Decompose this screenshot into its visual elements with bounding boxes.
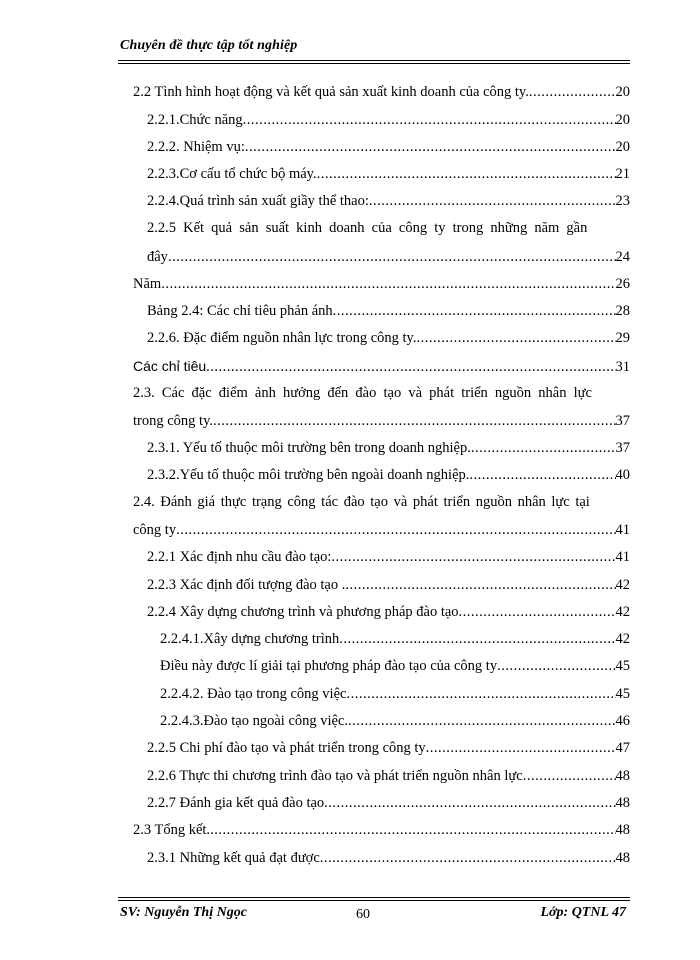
toc-entry-page: 31 [615,359,630,375]
toc-leader [426,740,616,757]
toc-leader [471,440,616,457]
toc-entry-text: Bảng 2.4: Các chỉ tiêu phản ánh [147,303,333,319]
toc-entry[interactable] [133,494,630,511]
toc-entry[interactable] [133,385,630,402]
header-rule [118,60,630,61]
toc-entry[interactable] [133,276,630,293]
footer-page-number: 60 [356,907,370,922]
toc-entry[interactable] [147,604,630,621]
toc-leader [331,549,615,566]
toc-leader [317,166,616,183]
toc-leader [210,822,615,839]
toc-entry-text: 2.2.1.Chức năng [147,112,243,128]
toc-entry[interactable] [147,330,630,347]
toc-entry[interactable] [133,822,630,839]
toc-entry[interactable] [133,84,630,101]
toc-entry-text: 2.2.4 Xây dựng chương trình và phương pháp đào tạo [147,604,459,620]
toc-leader [497,658,615,675]
toc-entry[interactable] [147,249,630,266]
toc-entry-page: 28 [615,303,630,319]
footer-class: Lớp: QTNL 47 [540,905,626,920]
toc-entry-page: 37 [615,440,630,456]
toc-entry-text: 2.2.4.1.Xây dựng chương trình [160,631,340,647]
toc-entry-page: 20 [615,112,630,128]
toc-leader [459,604,616,621]
footer-rule [118,897,630,898]
toc-leader [346,686,615,703]
toc-leader [324,795,615,812]
toc-entry-text: 2.2.4.Quá trình sản xuất giầy thể thao: [147,193,369,209]
footer-rule-thin [118,900,630,901]
toc-entry[interactable] [160,658,630,675]
toc-leader [416,330,615,347]
toc-entry-page: 26 [615,276,630,292]
toc-entry[interactable] [147,112,630,129]
toc-entry[interactable] [133,522,630,539]
toc-leader [348,713,615,730]
toc-entry[interactable] [160,686,630,703]
toc-entry-text: 2.2.7 Đánh gia kết quả đào tạo [147,795,325,811]
page-header-title: Chuyên đề thực tập tốt nghiệp [120,38,298,53]
toc-entry-text: 2.2.6. Đặc điểm nguồn nhân lực trong công ty. [147,330,417,346]
toc-entry-text: 2.2.4.2. Đào tạo trong công việc [160,686,347,702]
toc-entry[interactable] [147,740,630,757]
toc-entry-page: 45 [615,658,630,674]
toc-leader [523,768,616,785]
toc-entry-page: 41 [615,549,630,565]
toc-leader [469,467,615,484]
toc-entry-text: Các chỉ tiêu [133,358,207,374]
toc-entry[interactable] [160,631,630,648]
toc-entry-text: 2.2.2. Nhiệm vụ: [147,139,245,155]
toc-entry-text: 2.3.2.Yếu tố thuộc môi trường bên ngoài doanh nghiệp. [147,467,470,483]
toc-entry-text: 2.2.5 Kết quả sản suất kinh doanh của công ty trong những năm gần [147,220,588,236]
toc-leader [333,303,616,320]
toc-entry-page: 46 [615,713,630,729]
toc-entry[interactable] [147,850,630,867]
toc-entry-page: 40 [615,467,630,483]
toc-entry-page: 20 [615,84,630,100]
toc-entry-text: 2.2.3.Cơ cấu tổ chức bộ máy. [147,166,317,182]
toc-entry[interactable] [147,166,630,183]
toc-leader [345,577,615,594]
toc-entry[interactable] [133,358,630,376]
toc-leader [245,139,616,156]
toc-entry-page: 45 [615,686,630,702]
toc-entry-page: 21 [615,166,630,182]
toc-leader [213,413,615,430]
toc-entry[interactable] [147,193,630,210]
toc-entry-text: đây [147,249,168,265]
toc-entry[interactable] [147,768,630,785]
toc-entry-page: 42 [615,631,630,647]
toc-leader [206,359,615,376]
toc-entry[interactable] [147,467,630,484]
toc-leader [529,84,616,101]
toc-entry-text: 2.2.5 Chi phí đào tạo và phát triển trong công ty [147,740,426,756]
toc-entry-page: 41 [615,522,630,538]
toc-entry-text: 2.2.1 Xác định nhu cầu đào tạo: [147,549,332,565]
toc-entry-text: Năm [133,276,162,292]
toc-entry-text: 2.3.1. Yếu tố thuộc môi trường bên trong doanh nghiệp. [147,440,471,456]
toc-leader [243,112,616,129]
toc-entry-text: trong công ty. [133,413,214,429]
toc-entry[interactable] [147,577,630,594]
toc-entry[interactable] [160,713,630,730]
toc-entry-text: 2.2.3 Xác định đối tượng đào tạo . [147,577,346,593]
toc-leader [176,522,615,539]
toc-entry-page: 20 [615,139,630,155]
toc-entry-text: 2.3.1 Những kết quả đạt được [147,850,320,866]
toc-entry-page: 29 [615,330,630,346]
toc-entry[interactable] [147,139,630,156]
toc-entry-text: 2.3 Tổng kết. [133,822,211,838]
toc-entry-text: 2.4. Đánh giá thực trạng công tác đào tạo và phát triển nguồn nhân lực tại [133,494,590,510]
toc-entry-text: công ty [133,522,177,538]
toc-entry[interactable] [147,549,630,566]
toc-entry[interactable] [147,440,630,457]
toc-entry-page: 23 [615,193,630,209]
toc-leader [320,850,616,867]
toc-entry-page: 42 [615,577,630,593]
toc-entry[interactable] [133,413,630,430]
toc-entry[interactable] [147,303,630,320]
toc-entry-page: 48 [615,795,630,811]
toc-entry-text: 2.2.4.3.Đào tạo ngoài công việc. [160,713,349,729]
toc-entry-page: 42 [615,604,630,620]
toc-entry-page: 48 [615,768,630,784]
toc-leader [168,249,616,266]
toc-entry-page: 24 [615,249,630,265]
toc-entry-page: 47 [615,740,630,756]
toc-entry-text: Điều này được lí giải tại phương pháp đào tạo của công ty [160,658,498,674]
toc-entry-page: 48 [615,850,630,866]
toc-entry[interactable] [147,220,630,237]
toc-entry-text: 2.2 Tình hình hoạt động và kết quả sản xuất kinh doanh của công ty. [133,84,529,100]
header-rule-thin [118,63,630,64]
toc-entry-text: 2.3. Các đặc điểm ảnh hưởng đến đào tạo và phát triển nguồn nhân lực [133,385,592,401]
toc-entry-text: 2.2.6 Thực thi chương trình đào tạo và phát triển nguồn nhân lực [147,768,523,784]
toc-entry-page: 37 [615,413,630,429]
footer-student: SV: Nguyễn Thị Ngọc [120,905,247,920]
toc-entry[interactable] [147,795,630,812]
toc-leader [339,631,615,648]
toc-leader [161,276,615,293]
toc-entry-page: 48 [615,822,630,838]
toc-leader [369,193,616,210]
